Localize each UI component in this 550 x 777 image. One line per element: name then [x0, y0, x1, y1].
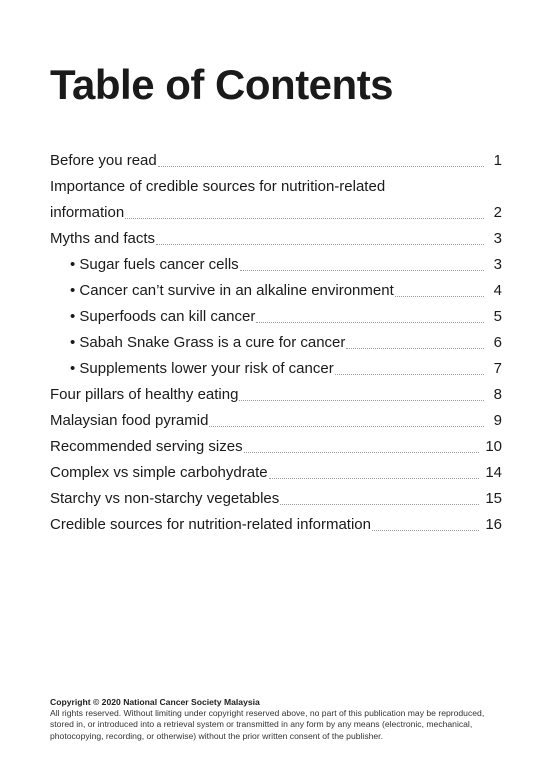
dot-leader [244, 452, 480, 453]
toc-entry-label: • Sugar fuels cancer cells [70, 256, 239, 273]
toc-page-number: 16 [485, 516, 502, 533]
toc-page-number: 8 [493, 386, 502, 403]
dot-leader [158, 166, 484, 167]
dot-leader [240, 270, 484, 271]
toc-entry-label: information [50, 204, 125, 221]
toc-subentry-superfoods[interactable] [50, 304, 502, 330]
toc-page-number: 15 [485, 490, 502, 507]
toc-entry-carbohydrate[interactable] [50, 460, 502, 486]
dot-leader [125, 218, 484, 219]
copyright-body: All rights reserved. Without limiting under copyright reserved above, no part of this publication may be reproduced, stored in, or introduced into a retrieval system or transmitted in any form by any means (electronic, mechanical, photocopying, recording, or otherwise) without the prior written consent of the publisher. [50, 708, 485, 741]
toc-page-number: 7 [493, 360, 502, 377]
toc-subentry-alkaline[interactable] [50, 278, 502, 304]
toc-entry-label: • Sabah Snake Grass is a cure for cancer [70, 334, 346, 351]
dot-leader [239, 400, 484, 401]
toc-entry-importance[interactable] [50, 200, 502, 226]
page-title: Table of Contents [50, 61, 394, 108]
dot-leader [372, 530, 479, 531]
toc-entry-serving-sizes[interactable] [50, 434, 502, 460]
toc-entry-label: • Supplements lower your risk of cancer [70, 360, 334, 377]
toc-entry-pillars[interactable] [50, 382, 502, 408]
toc-entry-pyramid[interactable] [50, 408, 502, 434]
toc-entry-importance-line1[interactable] [50, 174, 502, 200]
dot-leader [269, 478, 480, 479]
toc-entry-label: Four pillars of healthy eating [50, 386, 239, 403]
toc-page-number: 1 [493, 152, 502, 169]
toc-entry-label: Starchy vs non-starchy vegetables [50, 490, 280, 507]
toc-subentry-sugar[interactable] [50, 252, 502, 278]
toc-page-number: 3 [493, 230, 502, 247]
dot-leader [395, 296, 484, 297]
toc-entry-myths[interactable] [50, 226, 502, 252]
toc-entry-vegetables[interactable] [50, 486, 502, 512]
toc-page-number: 14 [485, 464, 502, 481]
toc-entry-label: Credible sources for nutrition-related information [50, 516, 371, 533]
dot-leader [280, 504, 479, 505]
toc-page-number: 10 [485, 438, 502, 455]
copyright-title: Copyright © 2020 National Cancer Society Malaysia [50, 697, 260, 707]
dot-leader [335, 374, 484, 375]
toc-subentry-supplements[interactable] [50, 356, 502, 382]
dot-leader [156, 244, 484, 245]
dot-leader [209, 426, 484, 427]
dot-leader [256, 322, 484, 323]
copyright-notice [50, 697, 505, 742]
toc-entry-label: • Cancer can’t survive in an alkaline environment [70, 282, 394, 299]
toc-entry-label: Before you read [50, 152, 157, 169]
toc-page-number: 5 [493, 308, 502, 325]
toc-entry-label: Importance of credible sources for nutrition-related [50, 178, 386, 195]
toc-page-number: 4 [493, 282, 502, 299]
toc-entry-label: • Superfoods can kill cancer [70, 308, 256, 325]
toc-entry-label: Recommended serving sizes [50, 438, 243, 455]
toc-page-number: 6 [493, 334, 502, 351]
toc-entry-credible-sources[interactable] [50, 512, 502, 538]
toc-entry-label: Myths and facts [50, 230, 156, 247]
toc-page-number: 9 [493, 412, 502, 429]
dot-leader [346, 348, 484, 349]
table-of-contents [50, 148, 502, 538]
toc-page-number: 2 [493, 204, 502, 221]
toc-entry-before-you-read[interactable] [50, 148, 502, 174]
toc-subentry-snake-grass[interactable] [50, 330, 502, 356]
toc-entry-label: Malaysian food pyramid [50, 412, 209, 429]
toc-page-number: 3 [493, 256, 502, 273]
toc-entry-label: Complex vs simple carbohydrate [50, 464, 268, 481]
